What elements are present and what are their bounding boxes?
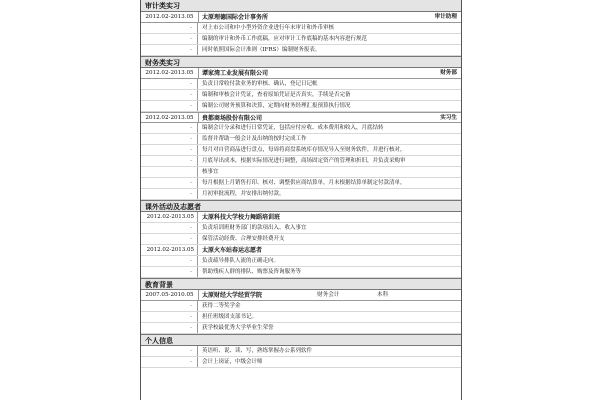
list-item: - 对上市公司和中小型外资企业进行年末审计和外币审核 — [141, 23, 461, 34]
audit-entry-header — [141, 12, 461, 23]
list-item: - 编制公司财务预算和决算，定期向财务经理汇报预算执行情况 — [141, 101, 461, 112]
list-item: - 英语听、说、读、写，熟练掌握办公系列软件 — [141, 346, 461, 357]
finance-job2-header — [141, 112, 461, 123]
list-item: - 编制的审计和外币工作底稿，应对审计工作底稿的基本内容进行规范 — [141, 34, 461, 45]
section-title-personal: 个人信息 — [141, 334, 461, 346]
activity1-header: 2012.02-2013.05 太原科技大学校力舞蹈培训班 — [141, 212, 461, 223]
section-title-activities: 课外活动及志愿者 — [141, 200, 461, 212]
section-title-audit: 审计类实习 — [141, 0, 461, 12]
list-item: - 月底导出成本，根据实际情况进行调整，商场固定资产的管理和折旧，并负责采购审 — [141, 156, 461, 167]
finance-job1-role: 财务部 — [440, 70, 457, 76]
audit-date: 2012.02-2013.05 — [141, 12, 199, 22]
list-item: - 月初审批流程，并安排出纳付款。 — [141, 189, 461, 200]
list-item: - 同时依照国际会计准则（IFRS）编制财务报表。 — [141, 45, 461, 56]
list-item: - 每月对自营商品进行盘点，每周将商盘系统库存情况导入至财务软件，并进行核对， — [141, 145, 461, 156]
list-item: - 获学校最优秀大学毕业生荣誉 — [141, 323, 461, 334]
resume-sheet — [140, 0, 462, 400]
list-item: - 负责日常收付款业务的审核、确认，登记日记帐 — [141, 79, 461, 90]
list-item: - 每月根据上月销售打印、核对、调整供应商结算单，月末根据结算单制定付款清单， — [141, 178, 461, 189]
finance-job1-date: 2012.02-2013.05 — [141, 68, 199, 78]
audit-org: 太原理德国际会计事务所 — [202, 14, 269, 21]
list-item: - 担任班级团支部书记。 — [141, 312, 461, 323]
audit-role: 审计助理 — [434, 14, 457, 20]
list-item: - 编制会计分录和进行日常凭证，包括应付应收、成本费用和收入，月底结转 — [141, 123, 461, 134]
list-item: - 帮助残疾人群的排队、购票及咨询服务等 — [141, 267, 461, 278]
list-item: - 编制和审核会计凭证，查看原始凭证是否真实，手续是否完备 — [141, 90, 461, 101]
section-title-finance: 财务类实习 — [141, 56, 461, 68]
activity2-org: 太原火车站春运志愿者 — [202, 247, 263, 254]
education-degree: 本科 — [377, 292, 389, 298]
finance-job2-org: 贵都商场股份有限公司 — [202, 115, 263, 122]
education-school: 太原财经大学经贸学院 — [202, 292, 263, 299]
list-item: - 负责培训班财务部门的款项出入、收入事宜 — [141, 223, 461, 234]
education-date: 2007.05-2010.05 — [141, 290, 199, 300]
activity1-org: 太原科技大学校力舞蹈培训班 — [202, 214, 281, 221]
list-item: - 保管活动经费、合理安排经费开支 — [141, 234, 461, 245]
activity2-header: 2012.02-2013.05 太原火车站春运志愿者 — [141, 245, 461, 256]
finance-job1-header — [141, 68, 461, 79]
list-item: - 会计上岗证，中级会计师 — [141, 357, 461, 368]
finance-job2-role: 实习生 — [440, 115, 457, 121]
finance-job2-date: 2012.02-2013.05 — [141, 113, 199, 122]
education-major: 财务会计 — [317, 292, 340, 298]
list-item: - 监督并帮助一般会计及出纳的按时完成工作 — [141, 134, 461, 145]
finance-job1-org: 谭家湾工业发展有限公司 — [202, 70, 269, 77]
section-title-education: 教育背景 — [141, 278, 461, 290]
list-item: 核事宜 — [141, 167, 461, 178]
list-item: - 获得二等奖学金 — [141, 301, 461, 312]
list-item: - 负责疏导排队人流的正确走向。 — [141, 256, 461, 267]
education-header — [141, 290, 461, 301]
